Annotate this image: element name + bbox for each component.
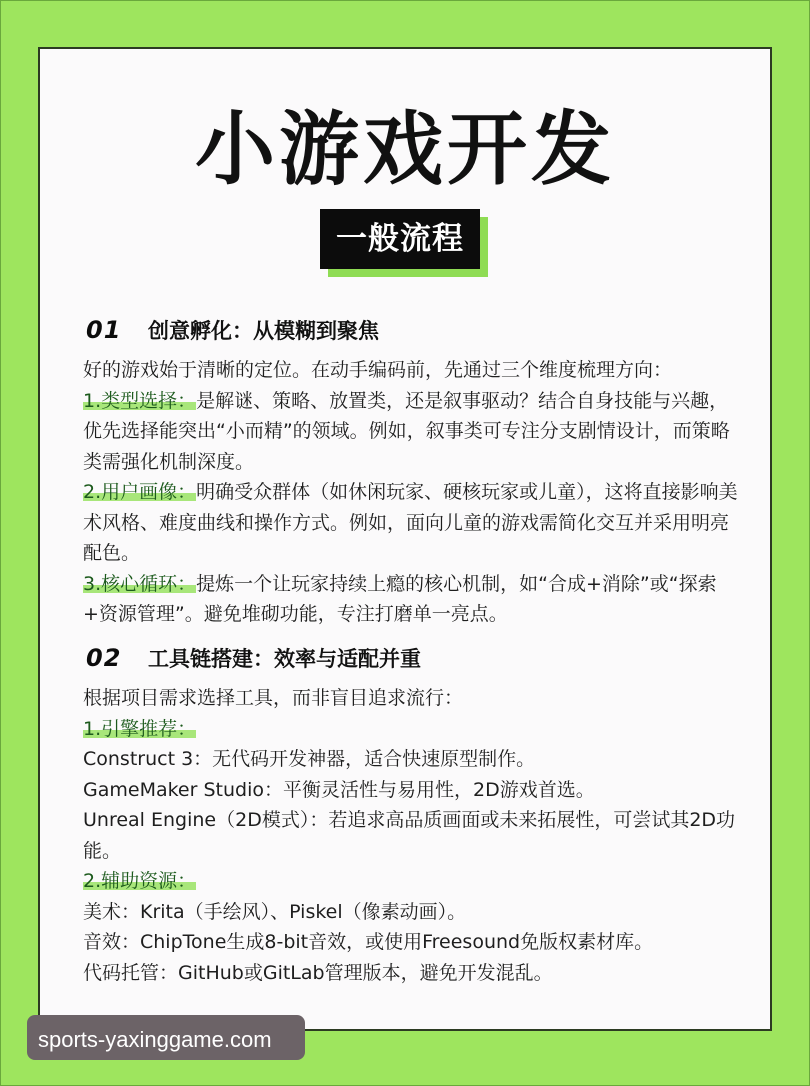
section-01-header: [86, 313, 389, 347]
section-title: 创意孵化：从模糊到聚焦: [146, 315, 389, 345]
section-number: 02: [86, 644, 122, 672]
group-label: 1.引擎推荐：: [83, 717, 197, 740]
group-label: 2.辅助资源：: [83, 870, 197, 892]
item-text: 提炼一个让玩家持续上瘾的核心机制，如“合成+消除”或“探索+资源管理”。避免堆砌功能，专注打磨单一亮点。: [83, 572, 717, 625]
subtitle-label: 一般流程: [320, 209, 480, 269]
list-line: Unreal Engine（2D模式）：若追求高品质画面或未来拓展性，可尝试其2D功能。: [83, 809, 736, 862]
section-02-header: [86, 641, 431, 675]
item-label: 3.核心循环：: [83, 572, 197, 595]
item-label: 1.类型选择：: [83, 389, 197, 412]
list-line: 代码托管：GitHub或GitLab管理版本，避免开发混乱。: [83, 961, 553, 984]
section-intro: 根据项目需求选择工具，而非盲目追求流行：: [83, 687, 464, 709]
section-01-body: [83, 355, 743, 630]
watermark: sports-yaxinggame.com: [27, 1015, 305, 1060]
list-line: 音效：ChipTone生成8-bit音效，或使用Freesound免版权素材库。: [83, 931, 654, 953]
group-label-row: [83, 866, 743, 897]
list-item: [83, 477, 743, 569]
section-intro: 好的游戏始于清晰的定位。在动手编码前，先通过三个维度梳理方向：: [83, 359, 673, 381]
section-number: 01: [86, 316, 122, 344]
page-title: 小游戏开发: [195, 103, 615, 196]
item-text: 明确受众群体（如休闲玩家、硬核玩家或儿童），这将直接影响美术风格、难度曲线和操作方式。例如，面向儿童的游戏需简化交互并采用明亮配色。: [83, 481, 738, 564]
group-label-row: [83, 714, 743, 745]
list-item: [83, 569, 743, 630]
list-item: [83, 386, 743, 478]
list-line: 美术：Krita（手绘风）、Piskel（像素动画）。: [83, 900, 467, 923]
item-text: 是解谜、策略、放置类，还是叙事驱动？结合自身技能与兴趣，优先选择能突出“小而精”的领域。例如，叙事类可专注分支剧情设计，而策略类需强化机制深度。: [83, 389, 730, 473]
subtitle-badge: [320, 209, 480, 269]
list-line: GameMaker Studio：平衡灵活性与易用性，2D游戏首选。: [83, 778, 595, 801]
section-title: 工具链搭建：效率与适配并重: [146, 643, 431, 673]
list-line: Construct 3：无代码开发神器，适合快速原型制作。: [83, 748, 536, 770]
section-02-body: [83, 683, 743, 988]
item-label: 2.用户画像：: [83, 481, 197, 503]
